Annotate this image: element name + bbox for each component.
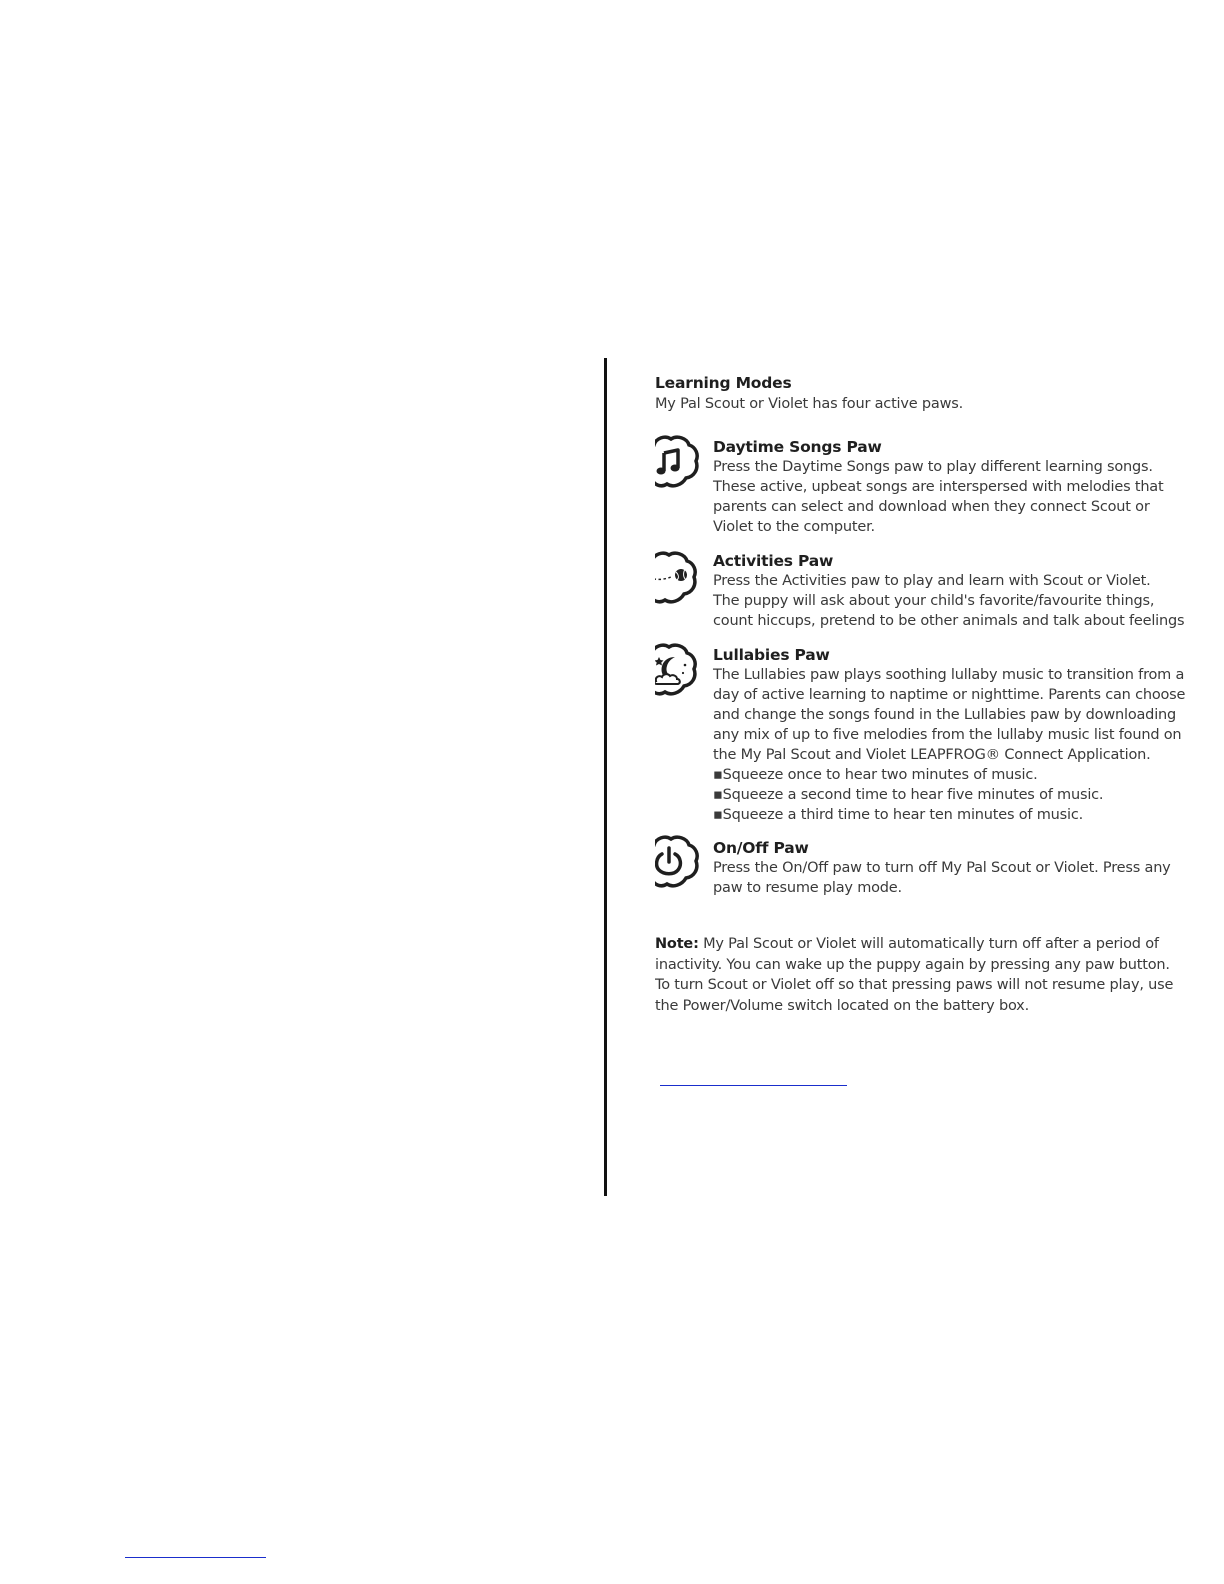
paw-description-line: day of active learning to naptime or nighttime. Parents can choose	[713, 687, 1185, 703]
note-line: To turn Scout or Violet off so that pressing paws will not resume play, use	[655, 977, 1174, 993]
paw-title: Activities Paw	[713, 552, 834, 570]
paw-description-line: The puppy will ask about your child's favorite/favourite things,	[713, 593, 1155, 609]
power-icon	[655, 833, 701, 893]
learning-modes-intro: My Pal Scout or Violet has four active paws.	[655, 396, 964, 412]
hyperlink-underline[interactable]	[660, 1085, 847, 1086]
paw-title: Lullabies Paw	[713, 646, 830, 664]
paw-description-line: any mix of up to five melodies from the lullaby music list found on	[713, 727, 1182, 743]
paw-section-lullabies	[713, 645, 1185, 825]
note-line: the Power/Volume switch located on the battery box.	[655, 997, 1029, 1014]
music-note-icon	[655, 433, 701, 493]
column-divider	[604, 358, 607, 1196]
hyperlink-underline[interactable]	[125, 1557, 266, 1558]
ball-toss-icon	[655, 549, 699, 609]
paw-bullet-item: ▪Squeeze a second time to hear five minutes of music.	[713, 787, 1104, 803]
paw-description-line: parents can select and download when they connect Scout or	[713, 499, 1150, 515]
paw-description-line: the My Pal Scout and Violet LEAPFROG® Connect Application.	[713, 747, 1151, 763]
paw-description-line: paw to resume play mode.	[713, 880, 902, 896]
note-paragraph	[655, 934, 1185, 1016]
paw-description-line: The Lullabies paw plays soothing lullaby music to transition from a	[713, 667, 1185, 683]
paw-title: On/Off Paw	[713, 839, 809, 857]
paw-bullet-item: ▪Squeeze once to hear two minutes of music.	[713, 767, 1038, 783]
learning-modes-title: Learning Modes	[655, 374, 792, 392]
note-label: Note:	[655, 936, 699, 952]
learning-modes-panel	[655, 372, 1185, 1092]
paw-bullet-item: ▪Squeeze a third time to hear ten minutes of music.	[713, 807, 1084, 823]
paw-section-on-off	[713, 838, 1185, 898]
paw-description-line: count hiccups, pretend to be other animals and talk about feelings	[713, 613, 1185, 629]
paw-section-activities	[713, 551, 1185, 631]
paw-description-line: and change the songs found in the Lullabies paw by downloading	[713, 707, 1177, 723]
paw-description-line: Press the Activities paw to play and learn with Scout or Violet.	[713, 573, 1151, 589]
paw-description-line: Press the On/Off paw to turn off My Pal Scout or Violet. Press any	[713, 860, 1171, 876]
moon-cloud-icon	[655, 641, 699, 701]
paw-description-line: Press the Daytime Songs paw to play different learning songs.	[713, 459, 1153, 475]
note-line: My Pal Scout or Violet will automatically turn off after a period of	[698, 936, 1159, 952]
paw-description-line: Violet to the computer.	[713, 519, 875, 535]
paw-section-daytime-songs	[713, 437, 1185, 537]
note-line: inactivity. You can wake up the puppy again by pressing any paw button.	[655, 956, 1170, 973]
paw-title: Daytime Songs Paw	[713, 438, 882, 456]
paw-description-line: These active, upbeat songs are interspersed with melodies that	[713, 479, 1164, 495]
